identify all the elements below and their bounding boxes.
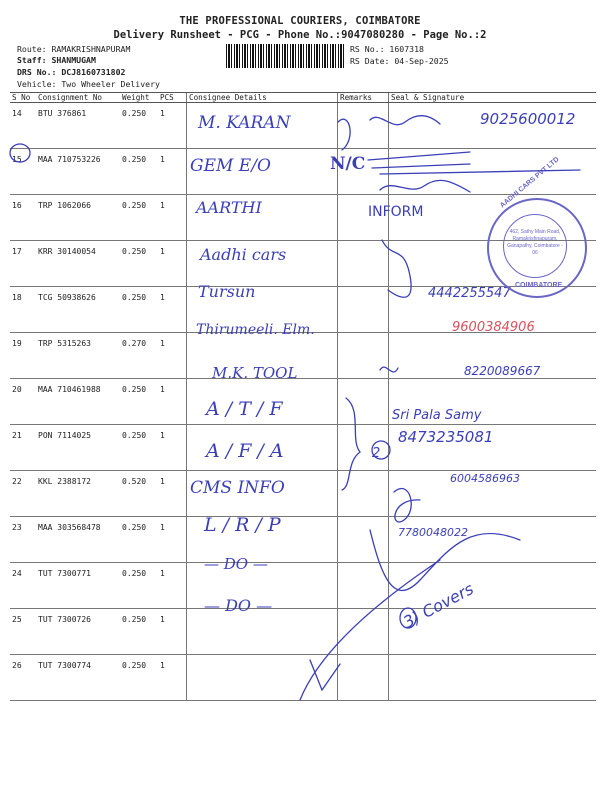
row-weight: 0.250 bbox=[120, 103, 158, 149]
stamp-ring-top: AADHI CARS PVT LTD bbox=[499, 156, 561, 210]
rs-number: RS No.: 1607318 bbox=[350, 44, 424, 54]
handwritten-detail-19: Thirumeeli. Elm. bbox=[196, 322, 315, 338]
row-sno: 14 bbox=[10, 103, 36, 149]
row-consignment-no: TRP 1062066 bbox=[36, 195, 120, 241]
row-sno: 17 bbox=[10, 241, 36, 287]
circled-number-22: 2 bbox=[372, 446, 381, 461]
phone-row-19: 9600384906 bbox=[452, 320, 535, 335]
row-consignment-no: PON 7114025 bbox=[36, 425, 120, 471]
row-weight: 0.250 bbox=[120, 195, 158, 241]
handwritten-detail-20: M.K. TOOL bbox=[212, 364, 298, 382]
col-pcs-header: PCS bbox=[158, 93, 187, 103]
runsheet-title: THE PROFESSIONAL COURIERS, COIMBATORE bbox=[179, 15, 421, 27]
signature-stroke-24 bbox=[370, 530, 520, 590]
signature-stroke-16 bbox=[380, 180, 470, 192]
row-pcs: 1 bbox=[158, 195, 187, 241]
phone-row-14: 9025600012 bbox=[480, 110, 576, 128]
signature-stroke-23 bbox=[394, 489, 420, 522]
handwritten-detail-25: — DO — bbox=[204, 555, 268, 573]
row-consignment-no: BTU 376861 bbox=[36, 103, 120, 149]
handwritten-detail-16: AARTHI bbox=[196, 198, 262, 217]
drs-label: DRS No.: DCJ8160731802 bbox=[17, 67, 126, 77]
phone-row-20: 8220089667 bbox=[464, 364, 541, 378]
signature-stroke-17 bbox=[382, 240, 411, 297]
row-sno: 26 bbox=[10, 655, 36, 701]
row-sno: 18 bbox=[10, 287, 36, 333]
row-weight: 0.250 bbox=[120, 609, 158, 655]
vehicle-label: Vehicle: Two Wheeler Delivery bbox=[17, 79, 160, 89]
row-consignment-no: KKL 2388172 bbox=[36, 471, 120, 517]
row-pcs: 1 bbox=[158, 655, 187, 701]
col-details-header: Consignee Details bbox=[187, 93, 338, 103]
row-consignment-no: MAA 710461988 bbox=[36, 379, 120, 425]
row-consignment-no: TUT 7300771 bbox=[36, 563, 120, 609]
phone-row-18: 4442255547 bbox=[428, 286, 511, 301]
staff-label: Staff: SHANMUGAM bbox=[17, 55, 96, 65]
strike-stroke-15 bbox=[368, 152, 580, 174]
phone-row-23: 6004586963 bbox=[450, 472, 520, 485]
handwritten-detail-22: A / F / A bbox=[206, 440, 284, 462]
row-weight: 0.250 bbox=[120, 149, 158, 195]
row-sno: 21 bbox=[10, 425, 36, 471]
phone-row-22: 8473235081 bbox=[398, 428, 494, 446]
row-sno: 22 bbox=[10, 471, 36, 517]
row-weight: 0.270 bbox=[120, 333, 158, 379]
col-sno-header: S No bbox=[10, 93, 36, 103]
col-weight-header: Weight bbox=[120, 93, 158, 103]
row-weight: 0.250 bbox=[120, 379, 158, 425]
signature-stroke-20 bbox=[380, 367, 398, 372]
row-sno: 20 bbox=[10, 379, 36, 425]
row-weight: 0.250 bbox=[120, 517, 158, 563]
signature-row-25: 3) Covers bbox=[400, 579, 477, 632]
row-22-circle bbox=[372, 441, 390, 459]
row-consignment-no: TCG 50938626 bbox=[36, 287, 120, 333]
brace-stroke-21 bbox=[342, 398, 360, 490]
row-pcs: 1 bbox=[158, 425, 187, 471]
row-pcs: 1 bbox=[158, 287, 187, 333]
row-consignment-no: MAA 303568478 bbox=[36, 517, 120, 563]
row-pcs: 1 bbox=[158, 471, 187, 517]
row-sno: 24 bbox=[10, 563, 36, 609]
row-pcs: 1 bbox=[158, 241, 187, 287]
row-sno: 16 bbox=[10, 195, 36, 241]
row-pcs: 1 bbox=[158, 609, 187, 655]
row-pcs: 1 bbox=[158, 103, 187, 149]
row-consignment-no: TUT 7300726 bbox=[36, 609, 120, 655]
rs-date: RS Date: 04-Sep-2025 bbox=[350, 56, 449, 66]
col-remarks-header: Remarks bbox=[338, 93, 389, 103]
handwritten-detail-18: Tursun bbox=[198, 282, 256, 301]
handwritten-detail-17: Aadhi cars bbox=[200, 245, 287, 264]
stamp-ring-bottom: COIMBATORE bbox=[515, 282, 563, 289]
route-label: Route: RAMAKRISHNAPURAM bbox=[17, 44, 131, 54]
signature-row-15: INFORM bbox=[368, 204, 424, 220]
row-sno: 15 bbox=[10, 149, 36, 195]
row-weight: 0.250 bbox=[120, 287, 158, 333]
phone-row-24: 7780048022 bbox=[398, 526, 468, 539]
row-26-circle bbox=[400, 608, 416, 628]
signature-row-22: Sri Pala Samy bbox=[392, 408, 482, 423]
row-weight: 0.250 bbox=[120, 425, 158, 471]
row-weight: 0.250 bbox=[120, 241, 158, 287]
row-15-circle bbox=[10, 144, 30, 162]
runsheet-subtitle: Delivery Runsheet - PCG - Phone No.:9047080280 - Page No.:2 bbox=[113, 29, 487, 41]
remark-nc: N/C bbox=[330, 154, 366, 174]
signature-stroke-14 bbox=[370, 116, 440, 125]
col-consignment-header: Consignment No bbox=[36, 93, 120, 103]
row-weight: 0.250 bbox=[120, 563, 158, 609]
row-sno: 19 bbox=[10, 333, 36, 379]
handwritten-detail-26: — DO — bbox=[204, 596, 273, 615]
stamp-address: 462, Sathy Main Road, Ramakrishnapuram, Ganapathy, Coimbatore - 06 bbox=[503, 214, 567, 278]
row-pcs: 1 bbox=[158, 563, 187, 609]
remarks-stroke-14 bbox=[338, 119, 350, 150]
row-pcs: 1 bbox=[158, 149, 187, 195]
row-consignment-no: TRP 5315263 bbox=[36, 333, 120, 379]
row-sno: 23 bbox=[10, 517, 36, 563]
row-pcs: 1 bbox=[158, 333, 187, 379]
handwritten-detail-21: A / T / F bbox=[206, 398, 283, 420]
row-weight: 0.250 bbox=[120, 655, 158, 701]
handwritten-detail-14: M. KARAN bbox=[198, 113, 291, 133]
row-consignment-no: MAA 710753226 bbox=[36, 149, 120, 195]
row-sno: 25 bbox=[10, 609, 36, 655]
check-mark bbox=[310, 660, 340, 690]
handwritten-detail-24: L / R / P bbox=[204, 514, 281, 536]
row-pcs: 1 bbox=[158, 517, 187, 563]
row-weight: 0.520 bbox=[120, 471, 158, 517]
row-consignment-no: KRR 30140054 bbox=[36, 241, 120, 287]
row-pcs: 1 bbox=[158, 379, 187, 425]
handwritten-detail-15: GEM E/O bbox=[190, 156, 271, 176]
col-seal-header: Seal & Signature bbox=[389, 93, 597, 103]
row-consignment-no: TUT 7300774 bbox=[36, 655, 120, 701]
handwritten-detail-23: CMS INFO bbox=[190, 478, 285, 498]
